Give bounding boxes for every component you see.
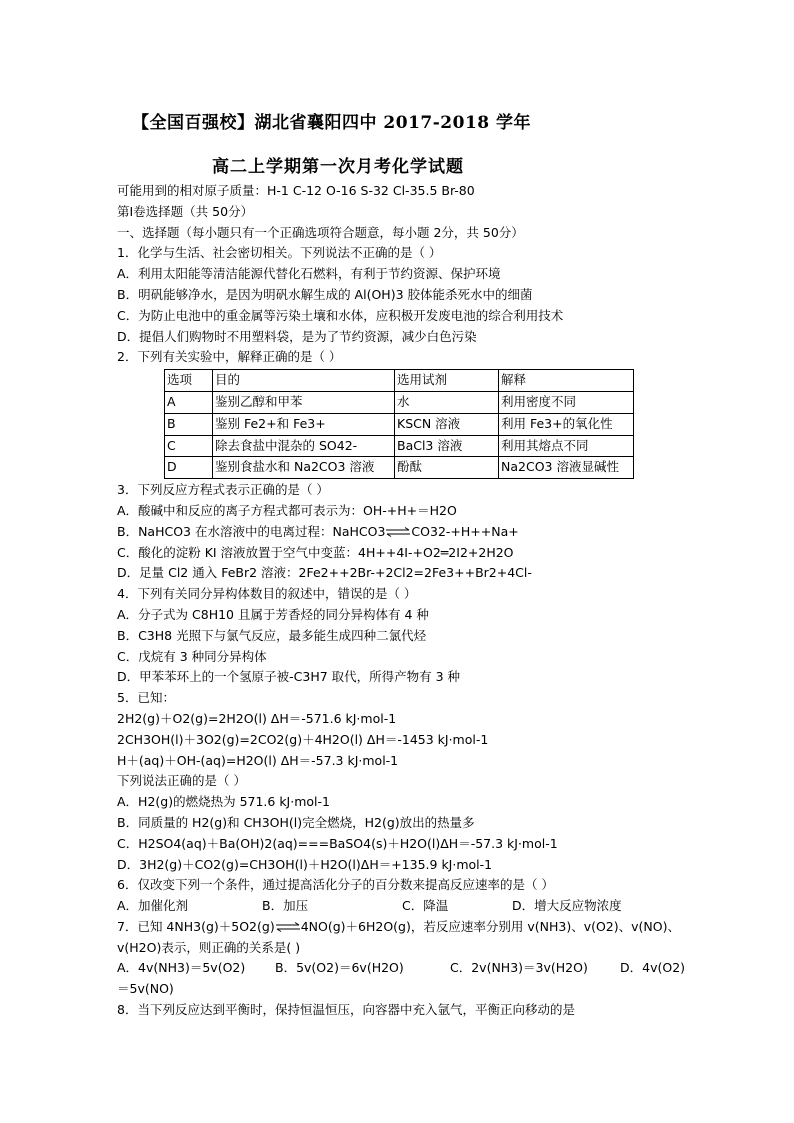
question-5-equation-3: H＋(aq)＋OH-(aq)=H2O(l) ΔH＝-57.3 kJ·mol-1 <box>117 752 399 768</box>
table-row <box>165 391 634 413</box>
table-cell: BaCl3 溶液 <box>395 435 499 457</box>
table-cell: 鉴别食盐水和 Na2CO3 溶液 <box>213 457 395 479</box>
question-3-option-d: D．足量 Cl2 通入 FeBr2 溶液：2Fe2++2Br-+2Cl2=2Fe3++Br2+4Cl- <box>117 565 532 581</box>
question-4-option-c: C．戊烷有 3 种同分异构体 <box>117 648 267 664</box>
question-6-option-a: A．加催化剂 <box>117 898 189 914</box>
question-3-option-b-right: CO32-+H++Na+ <box>411 523 519 539</box>
question-8-stem: 8．当下列反应达到平衡时，保持恒温恒压，向容器中充入氩气，平衡正向移动的是 <box>117 1002 575 1018</box>
table-cell: Na2CO3 溶液显碱性 <box>499 457 634 479</box>
question-1-option-c: C．为防止电池中的重金属等污染土壤和水体，应积极开发废电池的综合利用技术 <box>117 307 564 323</box>
question-7-options <box>117 958 697 979</box>
question-2-table <box>164 369 634 479</box>
table-cell: 除去食盐中混杂的 SO42- <box>213 435 395 457</box>
table-cell: KSCN 溶液 <box>395 413 499 435</box>
question-7-stem-2: v(H2O)表示，则正确的关系是( ) <box>117 939 301 955</box>
atomic-masses-line: 可能用到的相对原子质量：H-1 C-12 O-16 S-32 Cl-35.5 Br-80 <box>117 183 475 198</box>
document-body <box>117 181 697 1021</box>
table-cell: D <box>165 457 213 479</box>
question-7-stem-right: 4NO(g)＋6H2O(g)，若反应速率分别用 v(NH3)、v(O2)、v(NO)、 <box>300 918 680 934</box>
table-cell: 酚酞 <box>395 457 499 479</box>
table-cell: 鉴别 Fe2+和 Fe3+ <box>213 413 395 435</box>
question-5-option-c: C．H2SO4(aq)＋Ba(OH)2(aq)===BaSO4(s)＋H2O(l)ΔH＝-57.3 kJ·mol-1 <box>117 835 558 851</box>
question-7-option-b: B．5v(O2)＝6v(H2O) <box>275 960 404 976</box>
question-6-option-d: D．增大反应物浓度 <box>512 898 622 914</box>
question-6-option-b: B．加压 <box>262 898 309 914</box>
question-5-option-d: D．3H2(g)＋CO2(g)=CH3OH(l)＋H2O(l)ΔH＝+135.9 kJ·mol-1 <box>117 856 493 872</box>
document-title-line2: 高二上学期第一次月考化学试题 <box>212 157 464 177</box>
question-4-option-d: D．甲苯苯环上的一个氢原子被-C3H7 取代，所得产物有 3 种 <box>117 669 461 685</box>
question-3-option-b <box>117 522 697 543</box>
table-row <box>165 413 634 435</box>
question-3-option-c: C．酸化的淀粉 KI 溶液放置于空气中变蓝：4H++4I-+O2═2I2+2H2O <box>117 544 514 560</box>
question-3-stem: 3．下列反应方程式表示正确的是（ ） <box>117 482 329 498</box>
table-cell: B <box>165 413 213 435</box>
question-7-stem-left: 7．已知 4NH3(g)＋5O2(g) <box>117 918 275 934</box>
question-6-options <box>117 896 697 917</box>
question-4-option-a: A．分子式为 C8H10 且属于芳香烃的同分异构体有 4 种 <box>117 606 429 622</box>
table-cell: 利用密度不同 <box>499 391 634 413</box>
question-7-option-a: A．4v(NH3)＝5v(O2) <box>117 960 246 976</box>
table-cell: 鉴别乙醇和甲苯 <box>213 391 395 413</box>
question-4-option-b: B．C3H8 光照下与氯气反应，最多能生成四种二氯代烃 <box>117 627 427 643</box>
question-1-option-a: A．利用太阳能等清洁能源代替化石燃料，有利于节约资源、保护环境 <box>117 266 501 282</box>
question-5-equation-2: 2CH3OH(l)＋3O2(g)=2CO2(g)＋4H2O(l) ΔH＝-1453 kJ·mol-1 <box>117 731 489 747</box>
table-header-cell: 解释 <box>499 370 634 392</box>
section-heading: 一、选择题（每小题只有一个正确选项符合题意，每小题 2分，共 50分） <box>117 224 524 240</box>
table-row <box>165 457 634 479</box>
table-header-row <box>165 370 634 392</box>
question-2-stem: 2．下列有关实验中，解释正确的是（ ） <box>117 349 342 365</box>
question-3-option-a: A．酸碱中和反应的离子方程式都可表示为：OH-+H+＝H2O <box>117 502 457 518</box>
question-5-option-a: A．H2(g)的燃烧热为 571.6 kJ·mol-1 <box>117 794 330 810</box>
question-6-option-c: C．降温 <box>402 898 449 914</box>
table-cell: A <box>165 391 213 413</box>
reversible-arrow-icon <box>275 922 301 932</box>
question-1-stem: 1．化学与生活、社会密切相关。下列说法不正确的是（ ） <box>117 245 442 261</box>
part-heading: 第Ⅰ卷选择题（共 50分） <box>117 203 254 219</box>
table-header-cell: 选项 <box>165 370 213 392</box>
question-5-option-b: B．同质量的 H2(g)和 CH3OH(l)完全燃烧，H2(g)放出的热量多 <box>117 814 475 830</box>
reversible-arrow-icon <box>385 527 411 537</box>
question-5-equation-1: 2H2(g)＋O2(g)=2H2O(l) ΔH＝-571.6 kJ·mol-1 <box>117 710 397 726</box>
question-4-stem: 4．下列有关同分异构体数目的叙述中，错误的是（ ） <box>117 586 417 602</box>
question-7-option-c: C．2v(NH3)＝3v(H2O) <box>450 960 588 976</box>
table-header-cell: 目的 <box>213 370 395 392</box>
question-6-stem: 6．仅改变下列一个条件，通过提高活化分子的百分数来提高反应速率的是（ ） <box>117 877 554 893</box>
table-header-cell: 选用试剂 <box>395 370 499 392</box>
table-cell: 利用其熔点不同 <box>499 435 634 457</box>
question-5-prompt: 下列说法正确的是（ ） <box>117 773 246 789</box>
question-3-option-b-left: B．NaHCO3 在水溶液中的电离过程：NaHCO3 <box>117 523 386 539</box>
document-title-line1: 【全国百强校】湖北省襄阳四中 2017-2018 学年 <box>132 113 532 133</box>
table-cell: 水 <box>395 391 499 413</box>
question-7-option-d: D．4v(O2) <box>620 960 686 976</box>
table-cell: C <box>165 435 213 457</box>
question-1-option-d: D．提倡人们购物时不用塑料袋，是为了节约资源，减少白色污染 <box>117 328 477 344</box>
question-7-option-d-cont: ＝5v(NO) <box>117 981 174 997</box>
table-cell: 利用 Fe3+的氧化性 <box>499 413 634 435</box>
question-1-option-b: B．明矾能够净水，是因为明矾水解生成的 Al(OH)3 胶体能杀死水中的细菌 <box>117 286 533 302</box>
question-5-stem: 5．已知： <box>117 690 175 706</box>
question-7-stem <box>117 917 697 938</box>
table-row <box>165 435 634 457</box>
